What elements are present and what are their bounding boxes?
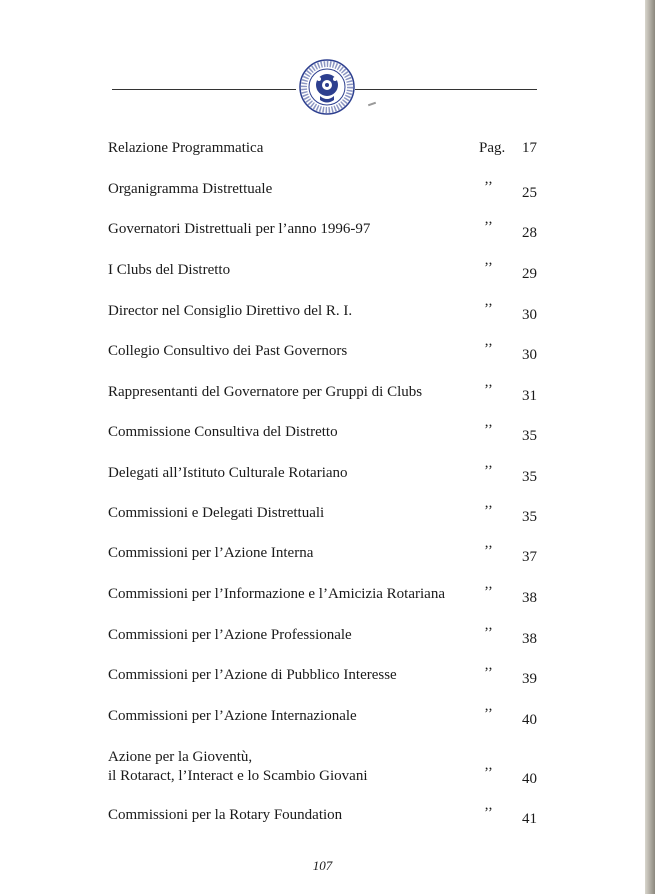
- toc-entry-title-line: Rappresentanti del Governatore per Gruppi di Clubs: [108, 384, 423, 400]
- toc-entry-title-line: Collegio Consultivo dei Past Governors: [108, 343, 348, 359]
- toc-entry-title: [108, 544, 313, 563]
- toc-entry-page: 29: [522, 266, 537, 282]
- toc-entry-page: 30: [522, 347, 537, 363]
- toc-entry-ditto: ’’: [484, 219, 493, 235]
- toc-entry-ditto: ’’: [484, 805, 493, 821]
- toc-entry: [108, 544, 548, 564]
- toc-entry: [108, 302, 548, 322]
- toc-entry-ditto: ’’: [484, 179, 493, 195]
- toc-entry-title: [108, 261, 230, 280]
- rotary-district-emblem-icon: [298, 58, 356, 116]
- toc-entry-title: [108, 666, 397, 685]
- toc-entry-ditto: ’’: [484, 301, 493, 317]
- toc-entry: [108, 748, 548, 790]
- toc-entry-page: 30: [522, 307, 537, 323]
- toc-entry-page: 31: [522, 388, 537, 404]
- toc-entry-title: [108, 626, 352, 645]
- toc-entry: [108, 220, 548, 240]
- toc-entry: [108, 342, 548, 362]
- toc-entry: [108, 806, 548, 826]
- toc-entry-page: 40: [522, 712, 537, 728]
- toc-entry-ditto: ’’: [484, 260, 493, 276]
- toc-entry-title: [108, 806, 342, 825]
- toc-entry: [108, 707, 548, 727]
- toc-entry-title-line: Delegati all’Istituto Culturale Rotariano: [108, 465, 348, 481]
- pen-mark: [368, 102, 376, 107]
- toc-entry-ditto: ’’: [484, 765, 493, 781]
- toc-entry: [108, 666, 548, 686]
- toc-entry-title-line: Commissioni per l’Azione Professionale: [108, 627, 352, 643]
- toc-entry-ditto: ’’: [484, 463, 493, 479]
- toc-entry: [108, 383, 548, 403]
- toc-entry-title-line: Commissioni per l’Informazione e l’Amicizia Rotariana: [108, 586, 445, 602]
- toc-entry-page: 35: [522, 428, 537, 444]
- toc-entry-title: [108, 383, 422, 402]
- toc-entry-title-line: Commissioni e Delegati Distrettuali: [108, 505, 325, 521]
- toc-entry-ditto: ’’: [484, 706, 493, 722]
- toc-entry-page: 28: [522, 225, 537, 241]
- toc-entry-title: [108, 180, 272, 199]
- toc-entry-page: 38: [522, 631, 537, 647]
- header-rule-left: [112, 89, 296, 90]
- toc-entry: [108, 464, 548, 484]
- toc-entry-page: 25: [522, 185, 537, 201]
- toc-entry-title-line: Commissioni per l’Azione Internazionale: [108, 708, 357, 724]
- toc-entry-title-line: Director nel Consiglio Direttivo del R. I.: [108, 303, 353, 319]
- toc-entry-title-line: Commissione Consultiva del Distretto: [108, 424, 338, 440]
- toc-entry-title-line: Commissioni per la Rotary Foundation: [108, 807, 343, 823]
- toc-entry-title: [108, 139, 263, 158]
- toc-entry-page: 17: [522, 140, 537, 156]
- toc-entry-title-line: Organigramma Distrettuale: [108, 181, 273, 197]
- toc-entry: [108, 504, 548, 524]
- toc-entry-title: [108, 220, 370, 239]
- toc-entry-ditto: ’’: [484, 584, 493, 600]
- toc-entry-title-line: Governatori Distrettuali per l’anno 1996-97: [108, 221, 371, 237]
- toc-entry: [108, 626, 548, 646]
- toc-entry: [108, 423, 548, 443]
- toc-entry-page: 38: [522, 590, 537, 606]
- toc-entry-page: 41: [522, 811, 537, 827]
- toc-entry: [108, 261, 548, 281]
- toc-entry-title-line: il Rotaract, l’Interact e lo Scambio Giovani: [108, 768, 368, 784]
- toc-entry-title: [108, 504, 324, 523]
- toc-entry-ditto: Pag.: [479, 140, 506, 156]
- toc-entry: [108, 180, 548, 200]
- toc-entry-ditto: ’’: [484, 341, 493, 357]
- toc-entry-ditto: ’’: [484, 625, 493, 641]
- toc-entry-title-line: Commissioni per l’Azione Interna: [108, 545, 314, 561]
- toc-entry-title-line: Commissioni per l’Azione di Pubblico Interesse: [108, 667, 397, 683]
- toc-entry-title: [108, 302, 352, 321]
- toc-entry: [108, 139, 548, 159]
- toc-entry-page: 39: [522, 671, 537, 687]
- toc-entry-ditto: ’’: [484, 382, 493, 398]
- toc-entry-title-line: I Clubs del Distretto: [108, 262, 231, 278]
- book-edge: [645, 0, 655, 894]
- toc-entry-ditto: ’’: [484, 503, 493, 519]
- toc-entry-title: [108, 748, 368, 786]
- toc-entry-page: 35: [522, 469, 537, 485]
- header-rule-right: [355, 89, 537, 90]
- toc-entry-title: [108, 423, 338, 442]
- toc-entry-title: [108, 585, 445, 604]
- toc-entry-ditto: ’’: [484, 543, 493, 559]
- toc-entry-page: 40: [522, 771, 537, 787]
- toc-entry-title: [108, 342, 347, 361]
- toc-entry-page: 35: [522, 509, 537, 525]
- toc-entry-title-line: Azione per la Gioventù,: [108, 749, 253, 765]
- toc-entry-ditto: ’’: [484, 665, 493, 681]
- toc-entry-title: [108, 707, 357, 726]
- toc-entry-title-line: Relazione Programmatica: [108, 140, 264, 156]
- toc-entry: [108, 585, 548, 605]
- toc-entry-ditto: ’’: [484, 422, 493, 438]
- toc-entry-page: 37: [522, 549, 537, 565]
- page-number: 107: [312, 858, 333, 873]
- toc-entry-title: [108, 464, 348, 483]
